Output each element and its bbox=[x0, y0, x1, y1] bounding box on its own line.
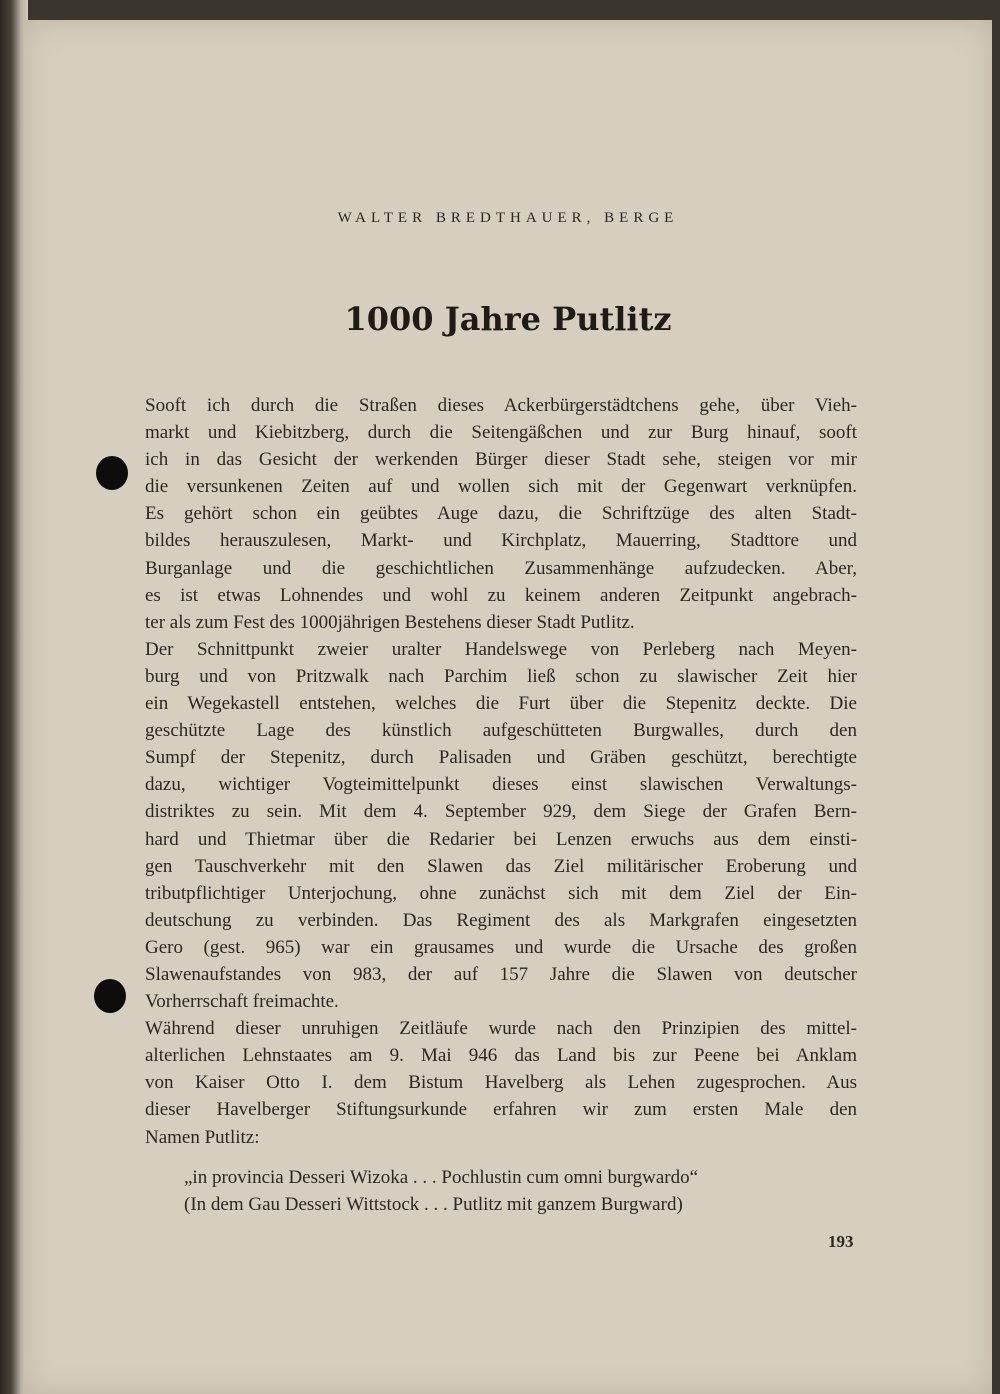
text-line: Es gehört schon ein geübtes Auge dazu, die Schriftzüge des alten Stadt- bbox=[145, 503, 857, 525]
body-text bbox=[145, 392, 857, 1151]
punch-hole bbox=[94, 979, 126, 1013]
text-line: Namen Putlitz: bbox=[145, 1126, 260, 1148]
text-line: geschützte Lage des künstlich aufgeschütteten Burgwalles, durch den bbox=[145, 720, 857, 742]
text-line: Slawenaufstandes von 983, der auf 157 Jahre die Slawen von deutscher bbox=[145, 963, 857, 985]
text-line: dieser Havelberger Stiftungsurkunde erfahren wir zum ersten Male den bbox=[145, 1099, 857, 1121]
quote-line: (In dem Gau Desseri Wittstock . . . Putlitz mit ganzem Burgward) bbox=[184, 1194, 683, 1216]
text-line: dazu, wichtiger Vogteimittelpunkt dieses einst slawischen Verwaltungs- bbox=[145, 774, 857, 796]
text-line: Sumpf der Stepenitz, durch Palisaden und Gräben geschützt, berechtigte bbox=[145, 747, 857, 769]
quote-line: „in provincia Desseri Wizoka . . . Pochlustin cum omni burgwardo“ bbox=[184, 1167, 699, 1188]
text-line: Sooft ich durch die Straßen dieses Ackerbürgerstädtchens gehe, über Vieh- bbox=[145, 395, 857, 416]
author-line: WALTER BREDTHAUER, BERGE bbox=[337, 210, 679, 226]
text-line: Während dieser unruhigen Zeitläufe wurde nach den Prinzipien des mittel- bbox=[145, 1018, 857, 1040]
text-line: Vorherrschaft freimachte. bbox=[145, 991, 339, 1013]
text-line: gen Tauschverkehr mit den Slawen das Ziel militärischer Eroberung und bbox=[145, 855, 857, 877]
book-page bbox=[24, 20, 992, 1394]
text-line: Der Schnittpunkt zweier uralter Handelswege von Perleberg nach Meyen- bbox=[145, 638, 857, 660]
text-line: distriktes zu sein. Mit dem 4. September 929, dem Siege der Grafen Bern- bbox=[145, 801, 857, 823]
text-line: ter als zum Fest des 1000jährigen Bestehens dieser Stadt Putlitz. bbox=[145, 611, 635, 633]
quotation-block bbox=[184, 1164, 864, 1218]
text-line: ein Wegekastell entstehen, welches die Furt über die Stepenitz deckte. Die bbox=[145, 693, 857, 715]
page-number: 193 bbox=[828, 1232, 854, 1251]
text-line: markt und Kiebitzberg, durch die Seitengäßchen und zur Burg hinauf, sooft bbox=[145, 422, 857, 444]
text-line: tributpflichtiger Unterjochung, ohne zunächst sich mit dem Ziel der Ein- bbox=[145, 882, 857, 904]
text-line: von Kaiser Otto I. dem Bistum Havelberg als Lehen zugesprochen. Aus bbox=[145, 1072, 857, 1094]
text-line: deutschung zu verbinden. Das Regiment des als Markgrafen eingesetzten bbox=[145, 909, 857, 931]
page-title: 1000 Jahre Putlitz bbox=[344, 300, 672, 338]
text-line: alterlichen Lehnstaates am 9. Mai 946 das Land bis zur Peene bei Anklam bbox=[145, 1045, 857, 1067]
text-line: die versunkenen Zeiten auf und wollen sich mit der Gegenwart verknüpfen. bbox=[145, 476, 857, 498]
text-line: burg und von Pritzwalk nach Parchim ließ schon zu slawischer Zeit hier bbox=[145, 665, 857, 687]
text-line: bildes herauszulesen, Markt- und Kirchplatz, Mauerring, Stadttore und bbox=[145, 530, 857, 552]
text-line: ich in das Gesicht der werkenden Bürger dieser Stadt sehe, steigen vor mir bbox=[145, 449, 857, 471]
text-line: es ist etwas Lohnendes und wohl zu keinem anderen Zeitpunkt angebrach- bbox=[145, 584, 857, 606]
text-line: Burganlage und die geschichtlichen Zusammenhänge aufzudecken. Aber, bbox=[145, 557, 857, 579]
punch-hole bbox=[96, 456, 128, 490]
text-line: hard und Thietmar über die Redarier bei Lenzen erwuchs aus dem einsti- bbox=[145, 828, 857, 850]
text-line: Gero (gest. 965) war ein grausames und wurde die Ursache des großen bbox=[145, 936, 857, 958]
